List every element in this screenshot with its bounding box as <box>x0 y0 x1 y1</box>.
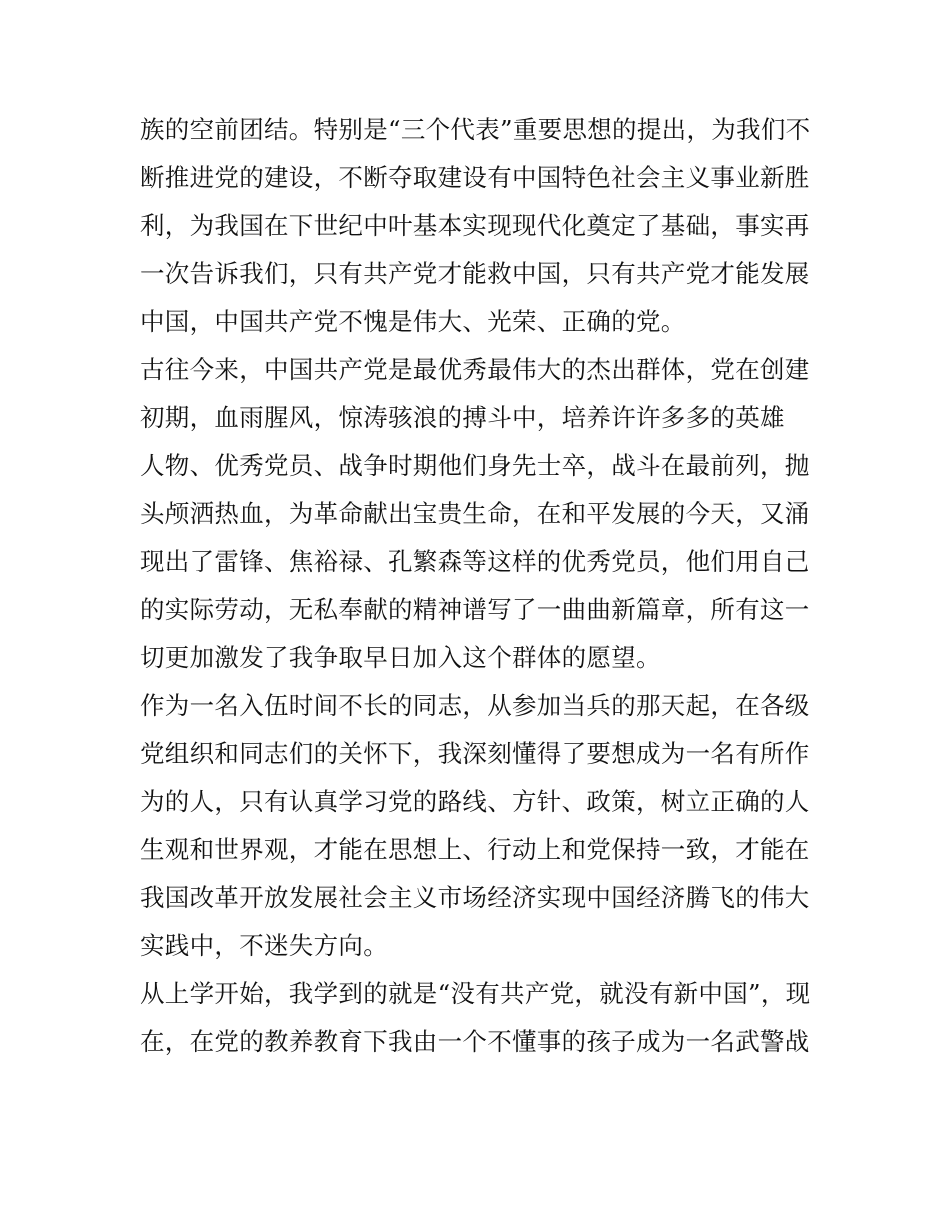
text-line: 生观和世界观，才能在思想上、行动上和党保持一致，才能在 <box>140 835 810 864</box>
text-line: 在，在党的教养教育下我由一个不懂事的孩子成为一名武警战 <box>140 1027 810 1056</box>
text-line: 断推进党的建设，不断夺取建设有中国特色社会主义事业新胜 <box>140 163 810 192</box>
text-line: 一次告诉我们，只有共产党才能救中国，只有共产党才能发展 <box>140 259 810 288</box>
text-line: 为的人，只有认真学习党的路线、方针、政策，树立正确的人 <box>140 787 810 816</box>
text-line: 利，为我国在下世纪中叶基本实现现代化奠定了基础，事实再 <box>140 211 810 240</box>
text-line: 中国，中国共产党不愧是伟大、光荣、正确的党。 <box>140 307 686 336</box>
body-text <box>140 106 820 1066</box>
text-line: 的实际劳动，无私奉献的精神谱写了一曲曲新篇章，所有这一 <box>140 595 810 624</box>
text-line: 头颅洒热血，为革命献出宝贵生命，在和平发展的今天，又涌 <box>140 499 810 528</box>
text-line: 人物、优秀党员、战争时期他们身先士卒，战斗在最前列，抛 <box>140 451 810 480</box>
text-line: 现出了雷锋、焦裕禄、孔繁森等这样的优秀党员，他们用自己 <box>140 547 810 576</box>
text-line: 我国改革开放发展社会主义市场经济实现中国经济腾飞的伟大 <box>140 883 810 912</box>
text-line: 族的空前团结。特别是“三个代表”重要思想的提出，为我们不 <box>140 115 811 144</box>
text-line: 党组织和同志们的关怀下，我深刻懂得了要想成为一名有所作 <box>140 739 810 768</box>
text-line: 初期，血雨腥风，惊涛骇浪的搏斗中，培养许许多多的英雄 <box>140 403 785 432</box>
text-line: 从上学开始，我学到的就是“没有共产党，就没有新中国”，现 <box>140 979 811 1008</box>
text-line: 切更加激发了我争取早日加入这个群体的愿望。 <box>140 643 661 672</box>
text-line: 作为一名入伍时间不长的同志，从参加当兵的那天起，在各级 <box>140 691 810 720</box>
text-line: 古往今来，中国共产党是最优秀最伟大的杰出群体，党在创建 <box>140 355 810 384</box>
text-line: 实践中，不迷失方向。 <box>140 931 388 960</box>
